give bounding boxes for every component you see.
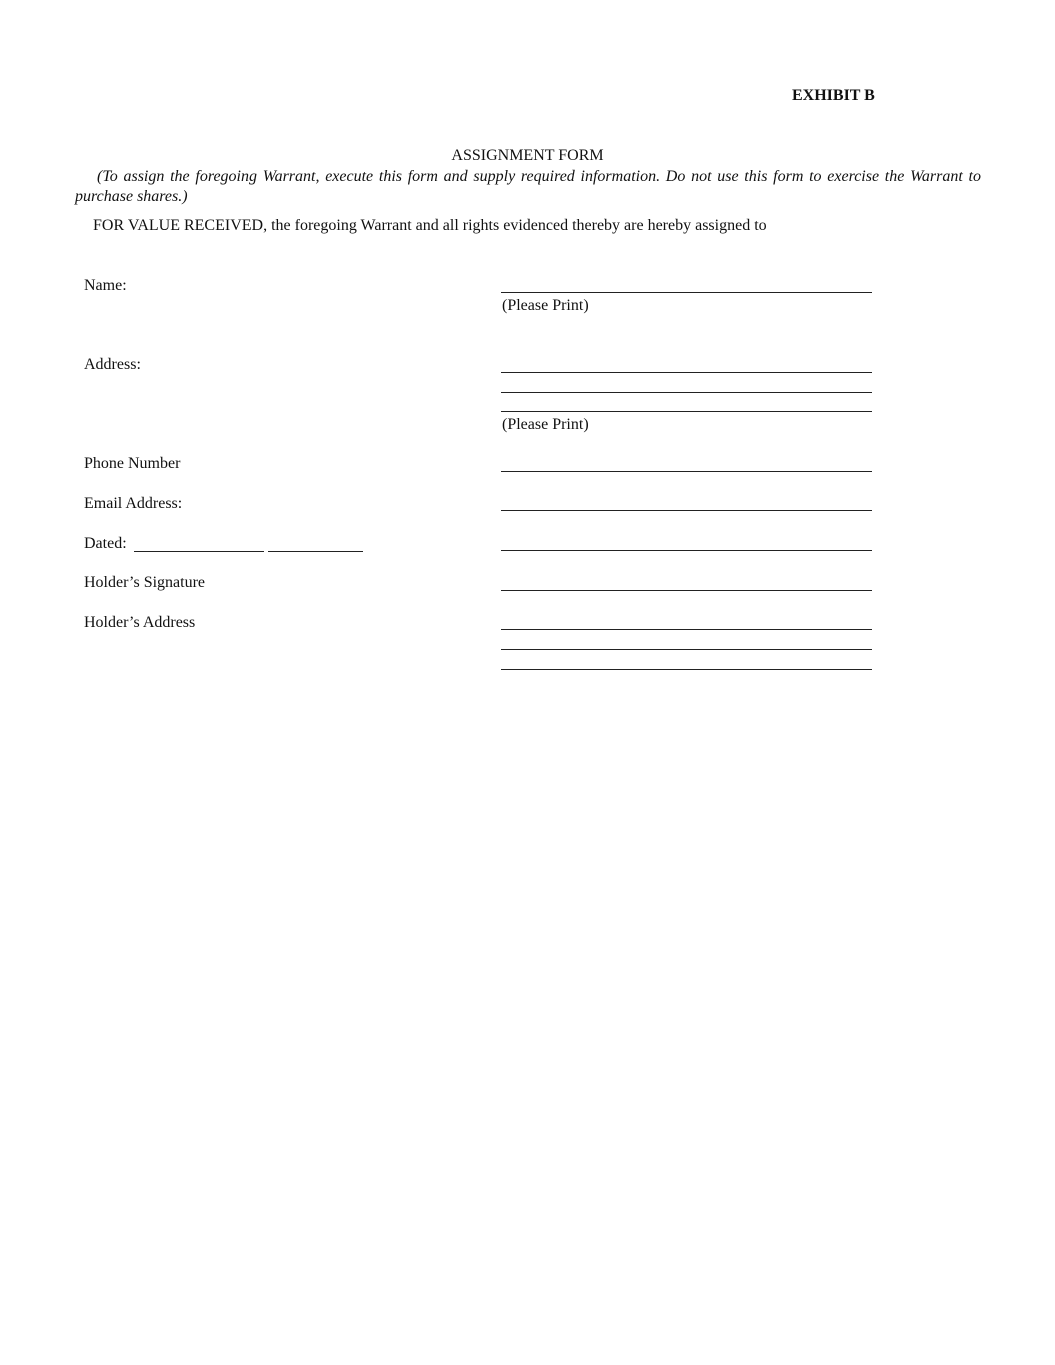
form-title: ASSIGNMENT FORM <box>451 147 604 164</box>
address-label: Address: <box>84 356 141 373</box>
name-label: Name: <box>84 277 127 294</box>
address-print-hint: (Please Print) <box>502 416 589 433</box>
holder-address-line-2[interactable] <box>501 649 872 650</box>
dated-label: Dated: <box>84 535 127 552</box>
form-instructions: (To assign the foregoing Warrant, execute this form and supply required information. Do not use this form to exercise the Warrant to purchase shares.) <box>75 168 981 205</box>
holder-address-line-3[interactable] <box>501 669 872 670</box>
exhibit-heading: EXHIBIT B <box>792 87 875 104</box>
value-statement: FOR VALUE RECEIVED, the foregoing Warrant and all rights evidenced thereby are hereby assigned to <box>93 217 767 234</box>
address-field-line-2[interactable] <box>501 392 872 393</box>
name-field[interactable] <box>501 292 872 293</box>
address-field-line-1[interactable] <box>501 372 872 373</box>
holder-address-line-1[interactable] <box>501 629 872 630</box>
phone-field[interactable] <box>501 471 872 472</box>
holder-address-label: Holder’s Address <box>84 614 196 631</box>
dated-day-field[interactable] <box>134 551 264 552</box>
email-field[interactable] <box>501 510 872 511</box>
email-label: Email Address: <box>84 495 183 512</box>
address-field-line-3[interactable] <box>501 411 872 412</box>
dated-year-field[interactable] <box>268 551 363 552</box>
dated-signature-line[interactable] <box>501 550 872 551</box>
signature-label: Holder’s Signature <box>84 574 206 591</box>
name-print-hint: (Please Print) <box>502 297 589 314</box>
signature-field[interactable] <box>501 590 872 591</box>
phone-label: Phone Number <box>84 455 181 472</box>
